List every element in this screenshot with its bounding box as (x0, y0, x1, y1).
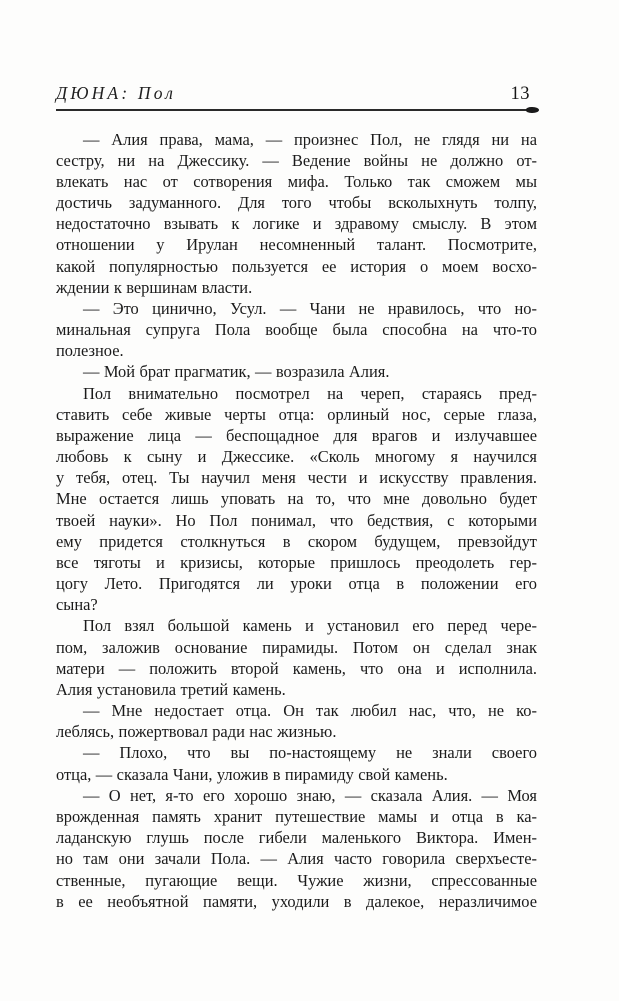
text-line: — О нет, я-то его хорошо знаю, — сказала Алия. — Моя (83, 785, 537, 805)
text-line: достичь задуманного. Для того чтобы всколыхнуть толпу, (56, 193, 537, 213)
text-line: леблясь, пожертвовал ради нас жизнью. (56, 722, 337, 742)
text-line: недостаточно взывать к логике и здравому смыслу. В этом (56, 214, 537, 234)
text-line: любовь к сыну и Джессике. «Сколь многому я научился (56, 447, 537, 467)
text-line: — Алия права, мама, — произнес Пол, не глядя ни на (83, 129, 537, 149)
text-line: ждении к вершинам власти. (56, 277, 253, 297)
running-title: ДЮНА: Пол (56, 83, 177, 103)
text-line: выражение лица — беспощадное для врагов и излучавшее (56, 425, 537, 445)
text-line: отца, — сказала Чани, уложив в пирамиду свой камень. (56, 764, 448, 784)
text-line: отношении у Ирулан несомненный талант. Посмотрите, (56, 235, 537, 255)
paragraph (56, 785, 537, 912)
text-line: пом, заложив основание пирамиды. Потом он сделал знак (56, 637, 537, 657)
text-line: врожденная память хранит путешествие мамы и отца в ка- (56, 807, 537, 826)
text-line: — Мне недостает отца. Он так любил нас, что, не ко- (83, 701, 537, 721)
text-line: сына? (56, 595, 98, 615)
text-line: ственные, пугающие вещи. Чужие жизни, спрессованные (56, 870, 537, 890)
page-body (56, 129, 537, 912)
paragraph (56, 700, 537, 742)
text-line: все тяготы и кризисы, которые пришлось преодолеть гер- (56, 552, 537, 572)
text-line: твоей науки». Но Пол понимал, что бедствия, с которыми (56, 510, 537, 530)
text-line: ладанскую глушь после гибели маленького Виктора. Имен- (56, 828, 537, 848)
text-line: какой популярностью пользуется ее история о моем восхо- (56, 256, 537, 276)
text-line: Мне остается лишь уповать на то, что мне довольно будет (56, 489, 537, 509)
text-line: Пол внимательно посмотрел на череп, стараясь пред- (83, 383, 537, 403)
text-line: — Это цинично, Усул. — Чани не нравилось, что но- (83, 298, 537, 318)
paragraph (56, 129, 537, 298)
text-line: ставить себе живые черты отца: орлиный нос, серые глаза, (56, 404, 537, 424)
text-line: влекать нас от сотворения мифа. Только так сможем мы (56, 171, 537, 191)
text-line: цогу Лето. Пригодятся ли уроки отца в положении его (56, 574, 537, 594)
page-header (56, 83, 537, 107)
text-line: Пол взял большой камень и установил его перед чере- (83, 616, 537, 636)
header-rule (56, 109, 537, 111)
text-line: Алия установила третий камень. (56, 679, 286, 699)
text-line: — Мой брат прагматик, — возразила Алия. (83, 362, 390, 382)
text-line: минальная супруга Пола вообще была способна на что-то (56, 320, 537, 340)
text-line: но там они зачали Пола. — Алия часто говорила сверхъесте- (56, 849, 537, 869)
paragraph (56, 383, 537, 616)
text-line: матери — положить второй камень, что она и исполнила. (56, 658, 537, 678)
text-line: ему придется столкнуться в скором будущем, превзойдут (56, 531, 537, 551)
paragraph (56, 298, 537, 362)
rule-end-diamond-icon (526, 107, 539, 113)
text-line: — Плохо, что вы по-настоящему не знали своего (83, 743, 537, 763)
paragraph (56, 742, 537, 784)
text-line: полезное. (56, 341, 124, 361)
paragraph (56, 615, 537, 700)
text-line: сестру, ни на Джессику. — Ведение войны не должно от- (56, 150, 537, 170)
paragraph (56, 361, 537, 382)
text-line: в ее необъятной памяти, уходили в далекое, неразличимое (56, 891, 537, 911)
page-number: 13 (510, 84, 530, 104)
text-line: у тебя, отец. Ты научил меня чести и искусству правления. (56, 468, 537, 488)
